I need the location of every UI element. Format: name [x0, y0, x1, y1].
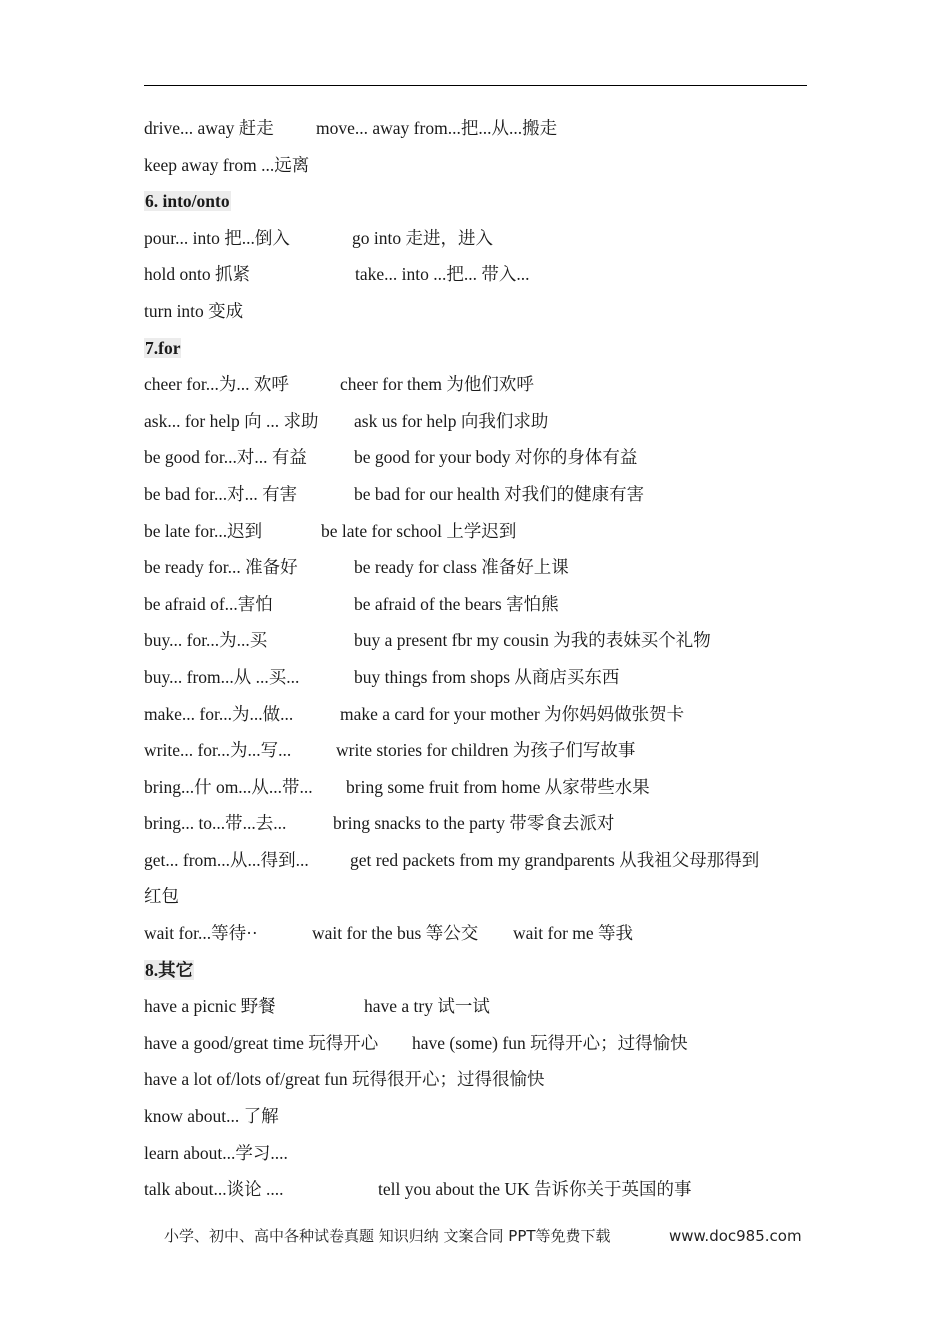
- section-heading: [144, 952, 814, 989]
- phrase: wait for...等待··: [144, 923, 258, 944]
- phrase: pour... into 把...倒入: [144, 227, 290, 248]
- phrase: learn about...学习....: [144, 1142, 288, 1163]
- line-22: [144, 878, 814, 915]
- line-23: [144, 915, 814, 952]
- line-19: [144, 769, 814, 806]
- phrase: make a card for your mother 为你妈妈做张贺卡: [340, 703, 685, 724]
- line-17: [144, 696, 814, 733]
- phrase: have a good/great time 玩得开心: [144, 1032, 379, 1053]
- line-2: [144, 147, 814, 184]
- phrase: wait for the bus 等公交: [312, 923, 479, 944]
- page-footer: [164, 1222, 804, 1250]
- footer-text: 小学、初中、高中各种试卷真题 知识归纳 文案合同 PPT等免费下载: [164, 1227, 611, 1245]
- phrase: go into 走进，进入: [352, 227, 493, 248]
- phrase: ask... for help 向 ... 求助: [144, 410, 319, 431]
- phrase: bring some fruit from home 从家带些水果: [346, 776, 650, 797]
- line-12: [144, 513, 814, 550]
- phrase: buy... for...为...买: [144, 630, 268, 651]
- line-10: [144, 439, 814, 476]
- line-11: [144, 476, 814, 513]
- phrase: turn into 变成: [144, 300, 244, 321]
- line-18: [144, 732, 814, 769]
- phrase: take... into ...把... 带入...: [355, 264, 530, 285]
- phrase: be ready for... 准备好: [144, 557, 298, 578]
- line-8: [144, 366, 814, 403]
- line-14: [144, 586, 814, 623]
- line-4: [144, 220, 814, 257]
- phrase: move... away from...把...从...搬走: [316, 118, 558, 138]
- phrase: get red packets from my grandparents 从我祖父母那得到: [350, 849, 760, 870]
- phrase: be afraid of the bears 害怕熊: [354, 593, 559, 614]
- phrase: cheer for them 为他们欢呼: [340, 374, 534, 395]
- heading-text: 6. into/onto: [145, 191, 230, 212]
- phrase: know about... 了解: [144, 1106, 279, 1127]
- phrase: be late for...迟到: [144, 520, 263, 541]
- line-30: [144, 1171, 814, 1208]
- line-20: [144, 805, 814, 842]
- phrase: be bad for...对... 有害: [144, 483, 298, 504]
- line-5: [144, 256, 814, 293]
- line-13: [144, 549, 814, 586]
- phrase: cheer for...为... 欢呼: [144, 374, 289, 395]
- line-9: [144, 403, 814, 440]
- phrase: ask us for help 向我们求助: [354, 410, 549, 431]
- phrase: be late for school 上学迟到: [321, 520, 517, 541]
- line-29: [144, 1135, 814, 1172]
- phrase: be good for...对... 有益: [144, 447, 307, 468]
- phrase: have a picnic 野餐: [144, 996, 276, 1017]
- phrase: get... from...从...得到...: [144, 849, 309, 870]
- phrase: drive... away 赶走: [144, 118, 274, 138]
- line-26: [144, 1025, 814, 1062]
- phrase: have a lot of/lots of/great fun 玩得很开心；过得很愉快: [144, 1069, 545, 1090]
- phrase: bring... to...带...去...: [144, 813, 287, 834]
- phrase: bring snacks to the party 带零食去派对: [333, 813, 615, 834]
- line-28: [144, 1098, 814, 1135]
- line-16: [144, 659, 814, 696]
- phrase: talk about...谈论 ....: [144, 1179, 284, 1200]
- line-15: [144, 622, 814, 659]
- phrase: keep away from ...远离: [144, 154, 310, 175]
- phrase: bring...什 om...从...带...: [144, 776, 313, 797]
- phrase: buy things from shops 从商店买东西: [354, 666, 620, 687]
- phrase: be ready for class 准备好上课: [354, 557, 569, 578]
- document-body: [144, 110, 814, 1208]
- footer-site-link[interactable]: www.doc985.com: [669, 1227, 802, 1245]
- line-25: [144, 988, 814, 1025]
- top-rule: [144, 85, 807, 86]
- heading-text: 7.for: [145, 337, 181, 358]
- line-1: [144, 110, 814, 147]
- phrase: buy... from...从 ...买...: [144, 666, 300, 687]
- section-heading: [144, 330, 814, 367]
- phrase: tell you about the UK 告诉你关于英国的事: [378, 1179, 692, 1200]
- line-27: [144, 1061, 814, 1098]
- phrase: wait for me 等我: [513, 923, 634, 944]
- phrase: be afraid of...害怕: [144, 593, 273, 614]
- phrase: have a try 试一试: [364, 996, 490, 1017]
- section-heading: [144, 183, 814, 220]
- phrase: write stories for children 为孩子们写故事: [336, 740, 636, 761]
- heading-text: 8.其它: [145, 959, 194, 980]
- phrase: buy a present fbr my cousin 为我的表妹买个礼物: [354, 630, 711, 651]
- phrase: be bad for our health 对我们的健康有害: [354, 483, 645, 504]
- phrase: 红包: [144, 886, 179, 907]
- line-6: [144, 293, 814, 330]
- phrase: hold onto 抓紧: [144, 264, 250, 285]
- phrase: be good for your body 对你的身体有益: [354, 447, 638, 468]
- phrase: write... for...为...写...: [144, 740, 292, 761]
- line-21: [144, 842, 814, 879]
- phrase: have (some) fun 玩得开心；过得愉快: [412, 1032, 688, 1053]
- phrase: make... for...为...做...: [144, 703, 294, 724]
